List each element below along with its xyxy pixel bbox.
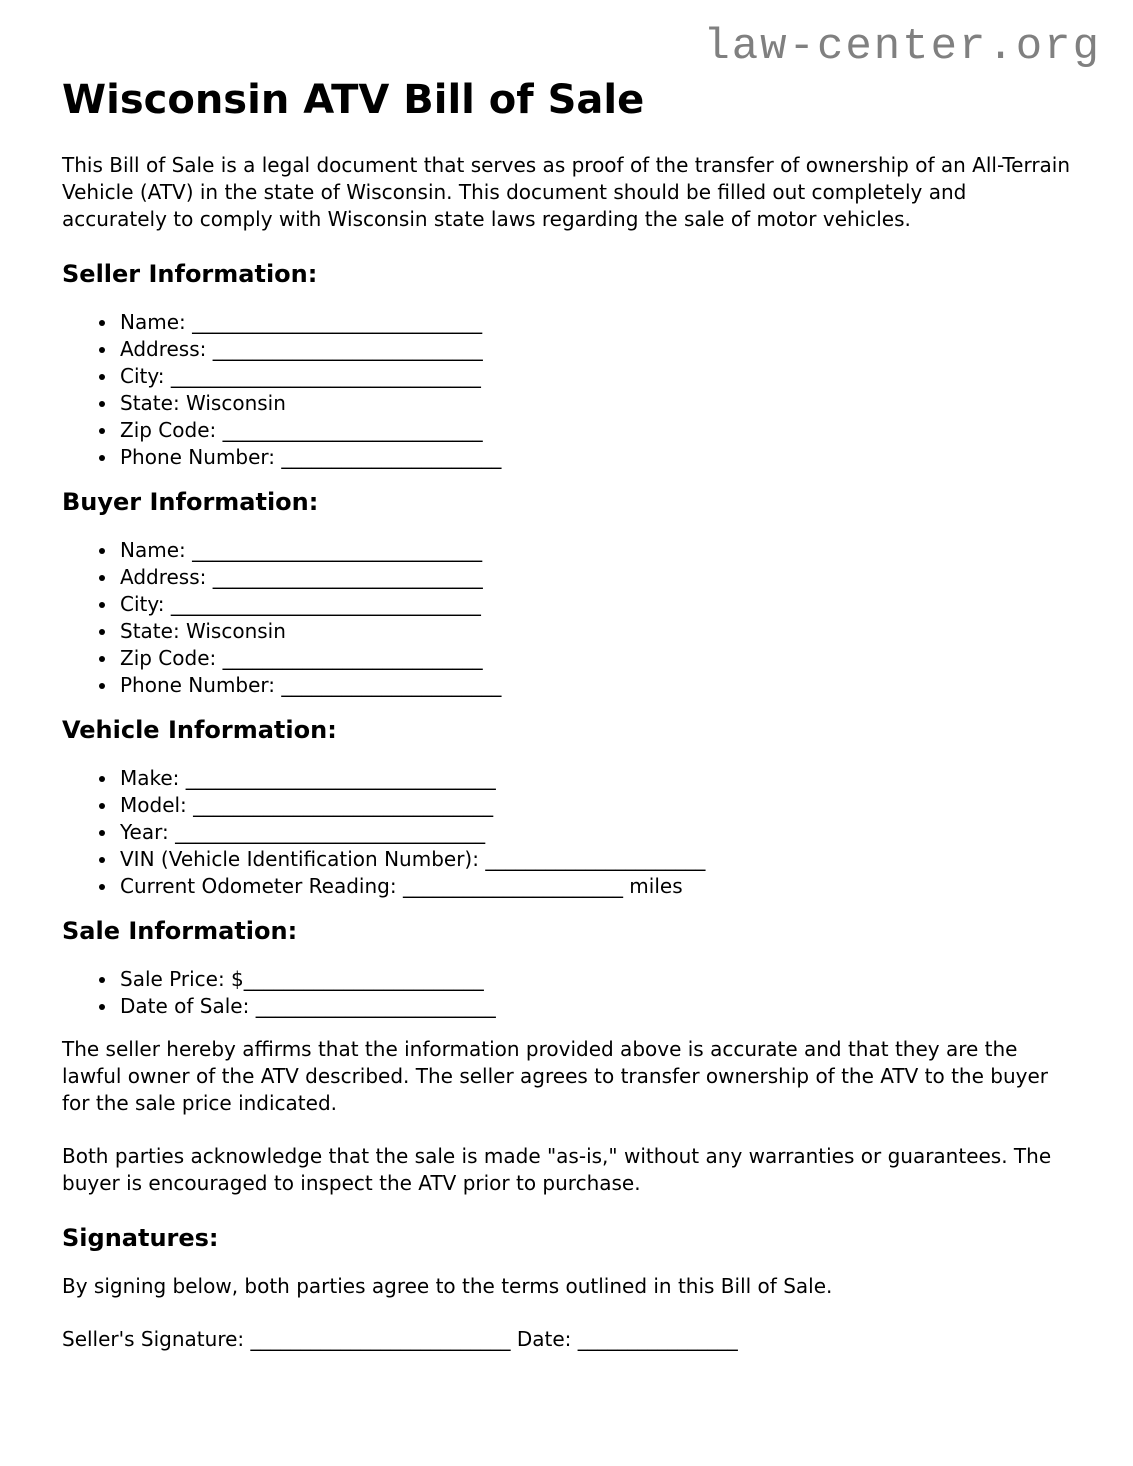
buyer-info-list [62,537,1071,699]
page-title: Wisconsin ATV Bill of Sale [62,77,645,124]
vehicle-vin-field: • VIN (Vehicle Identification Number): ______________________ [118,846,1071,873]
section-heading-signatures: Signatures: [62,1224,219,1253]
seller-name-field: • Name: _____________________________ [118,309,1071,336]
section-heading-seller: Seller Information: [62,260,318,289]
seller-phone-field: • Phone Number: ______________________ [118,444,1071,471]
buyer-state-field: • State: Wisconsin [118,618,1071,645]
seller-state-field: • State: Wisconsin [118,390,1071,417]
sale-info-list [62,966,1071,1020]
intro-paragraph: This Bill of Sale is a legal document that serves as proof of the transfer of ownership of an All-Terrain Vehicle (ATV) in the state of Wisconsin. This document should be filled out completely and accurately to comply with Wisconsin state laws regarding the sale of motor vehicles. [62,153,1071,232]
vehicle-make-field: • Make: _______________________________ [118,765,1071,792]
sale-price-field: • Sale Price: $________________________ [118,966,1071,993]
buyer-zip-field: • Zip Code: __________________________ [118,645,1071,672]
as-is-paragraph: Both parties acknowledge that the sale is made "as-is," without any warranties or guarantees. The buyer is encouraged to inspect the ATV prior to purchase. [62,1144,1052,1196]
vehicle-year-field: • Year: _______________________________ [118,819,1071,846]
section-heading-vehicle: Vehicle Information: [62,716,337,745]
buyer-phone-field: • Phone Number: ______________________ [118,672,1071,699]
seller-address-field: • Address: ___________________________ [118,336,1071,363]
vehicle-model-field: • Model: ______________________________ [118,792,1071,819]
buyer-city-field: • City: _______________________________ [118,591,1071,618]
seller-signature-line: Seller's Signature: __________________________ Date: ________________ [62,1327,738,1352]
section-heading-sale: Sale Information: [62,917,298,946]
buyer-address-field: • Address: ___________________________ [118,564,1071,591]
vehicle-info-list [62,765,1071,900]
site-logo: law-center.org [703,22,1101,72]
section-heading-buyer: Buyer Information: [62,488,319,517]
vehicle-odometer-field: • Current Odometer Reading: ______________________ miles [118,873,1071,900]
affirmation-paragraph: The seller hereby affirms that the information provided above is accurate and that they are the lawful owner of the ATV described. The seller agrees to transfer ownership of the ATV to the buyer for the sale price indicated. [62,1037,1048,1116]
seller-info-list [62,309,1071,471]
signature-agreement-paragraph: By signing below, both parties agree to the terms outlined in this Bill of Sale. [62,1274,833,1299]
buyer-name-field: • Name: _____________________________ [118,537,1071,564]
seller-zip-field: • Zip Code: __________________________ [118,417,1071,444]
seller-city-field: • City: _______________________________ [118,363,1071,390]
sale-date-field: • Date of Sale: ________________________ [118,993,1071,1020]
